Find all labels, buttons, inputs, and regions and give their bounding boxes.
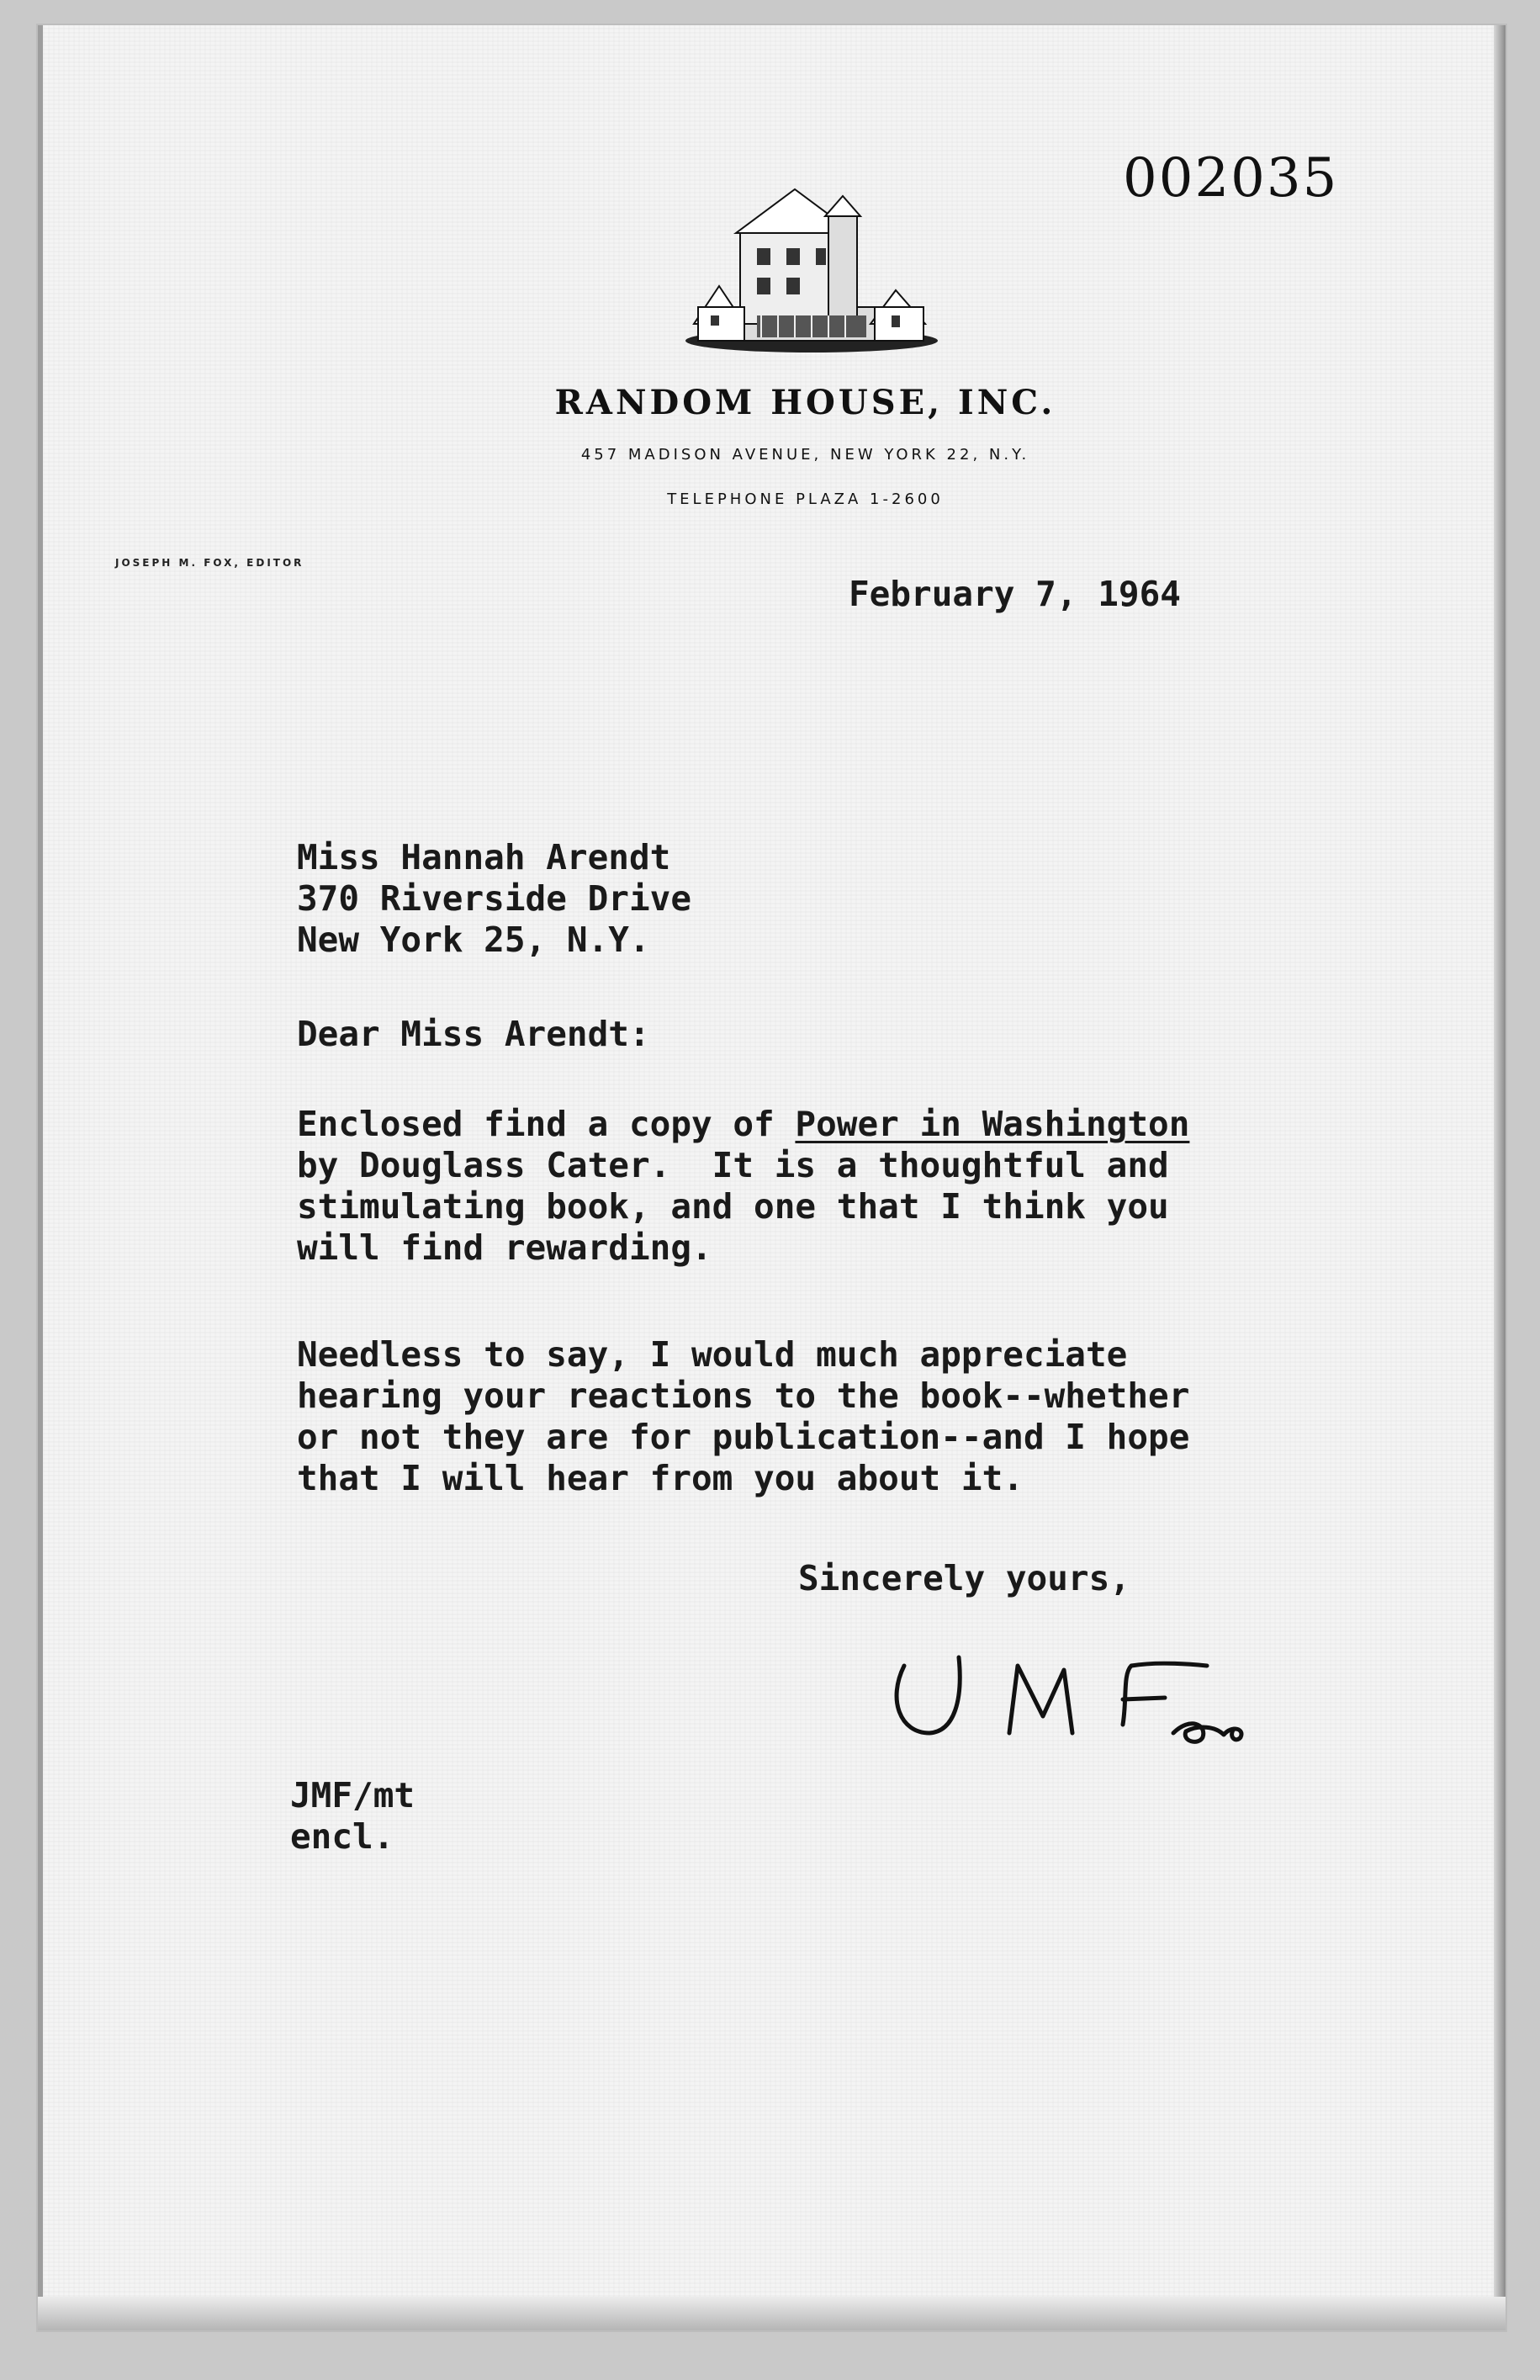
letter-date: February 7, 1964 [849, 574, 1181, 614]
paragraph-line: or not they are for publication--and I hope [297, 1417, 1190, 1457]
editor-name: JOSEPH M. FOX, EDITOR [115, 557, 304, 569]
recipient-address [297, 837, 691, 961]
reference-block [290, 1775, 415, 1858]
signature-icon [871, 1632, 1291, 1758]
paragraph-line: stimulating book, and one that I think you [297, 1186, 1169, 1227]
paragraph-line: Needless to say, I would much appreciate [297, 1334, 1128, 1375]
paragraph-line: hearing your reactions to the book--whether [297, 1376, 1190, 1416]
paragraph-line: by Douglass Cater. It is a thoughtful and [297, 1145, 1169, 1185]
line-text: Enclosed find a copy of [297, 1104, 796, 1144]
house-logo-icon [677, 181, 946, 358]
page-edge-right [1494, 25, 1506, 2330]
document-number: 002035 [1123, 147, 1339, 209]
recipient-line: 370 Riverside Drive [297, 878, 691, 919]
paragraph-line: that I will hear from you about it. [297, 1458, 1024, 1498]
salutation: Dear Miss Arendt: [297, 1014, 650, 1054]
closing: Sincerely yours, [798, 1558, 1130, 1598]
paragraph-1 [297, 1104, 1189, 1269]
book-title: Power in Washington [795, 1104, 1190, 1144]
recipient-line: Miss Hannah Arendt [297, 837, 671, 877]
recipient-line: New York 25, N.Y. [297, 920, 650, 960]
paragraph-2 [297, 1334, 1189, 1499]
company-address: 457 MADISON AVENUE, NEW YORK 22, N.Y. [580, 446, 1030, 464]
reference-initials: JMF/mt [290, 1775, 415, 1815]
page-edge-bottom [38, 2297, 1506, 2330]
letter-page [38, 25, 1506, 2330]
paragraph-line [297, 1104, 1189, 1145]
enclosure-note: encl. [290, 1816, 394, 1857]
company-phone: TELEPHONE PLAZA 1-2600 [667, 490, 944, 508]
paragraph-line: will find rewarding. [297, 1227, 712, 1268]
company-name: RANDOM HOUSE, INC. [554, 383, 1056, 422]
